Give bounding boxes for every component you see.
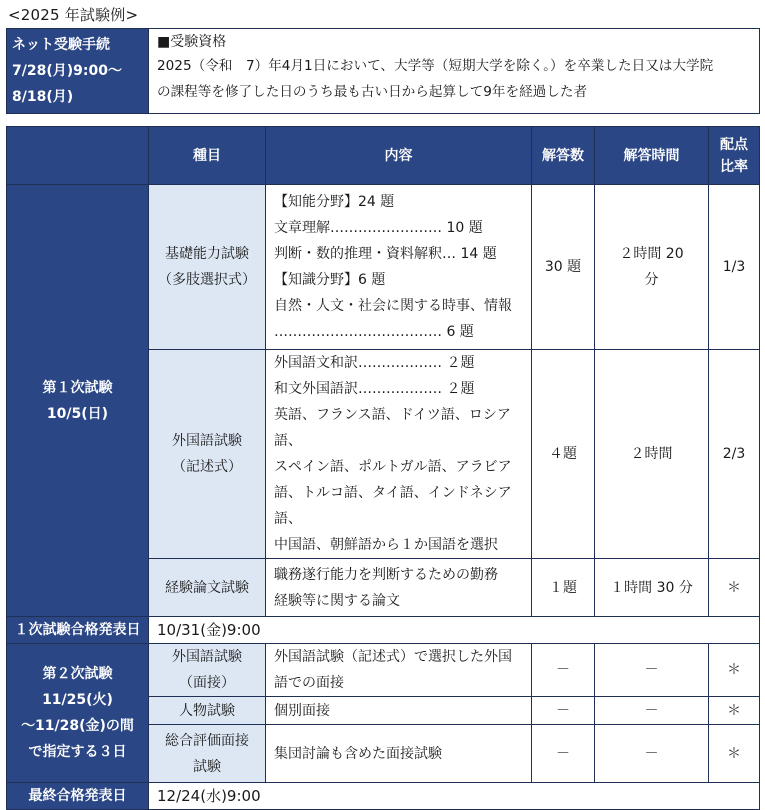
exam-content-comprehensive: 集団討論も含めた面接試験: [266, 725, 532, 783]
application-label: ネット受験手続: [12, 37, 110, 53]
content-line: 【知能分野】24 題: [274, 194, 395, 210]
exam-type-line: （記述式）: [172, 459, 242, 475]
qualification-heading: ■受験資格: [157, 34, 227, 50]
time-line: ２時間 20: [619, 246, 684, 262]
content-line: ……………………………… 6 題: [274, 324, 474, 340]
exam-type-basic: [149, 185, 266, 350]
exam-type-essay: 経験論文試験: [149, 559, 266, 617]
exam-type-foreign-interview: [149, 644, 266, 697]
exam-type-line: 総合評価面接: [165, 732, 249, 749]
content-line: 職務遂行能力を判断するための勤務: [274, 566, 498, 583]
ratio-foreign-written: 2/3: [709, 350, 760, 559]
exam-content-basic: [266, 185, 532, 350]
table-row: [7, 617, 760, 644]
application-period-end: 8/18(月): [12, 89, 74, 105]
time-basic: [595, 185, 709, 350]
qualification-cell: [149, 29, 760, 114]
qualification-text-line1: 2025（令和 7）年4月1日において、大学等（短期大学を除く。）を卒業した日又は大学院: [157, 58, 714, 74]
content-line: 外国語試験（記述式）で選択した外国: [274, 649, 512, 665]
qualification-text-line2: の課程等を修了した日のうち最も古い日から起算して9年を経過した者: [157, 84, 588, 100]
count-foreign-written: ４題: [532, 350, 595, 559]
exam-content-foreign-written: [266, 350, 532, 559]
ratio-basic: 1/3: [709, 185, 760, 350]
header-blank: [7, 127, 149, 185]
exam-type-foreign-written: [149, 350, 266, 559]
exam-content-essay: [266, 559, 532, 617]
content-line: 文章理解…………………… 10 題: [274, 220, 483, 236]
content-line: 中国語、朝鮮語から１か国語を選択: [274, 537, 498, 553]
count-comprehensive: －: [532, 725, 595, 783]
count-foreign-interview: －: [532, 644, 595, 697]
time-personal: －: [595, 697, 709, 725]
table-row: [7, 644, 760, 697]
exam-type-line: 基礎能力試験: [165, 246, 249, 262]
content-line: 【知識分野】6 題: [274, 272, 386, 288]
header-count: 解答数: [532, 127, 595, 185]
exam-content-foreign-interview: [266, 644, 532, 697]
first-exam-cell: [7, 185, 149, 617]
content-line: 自然・人文・社会に関する時事、情報: [274, 298, 512, 314]
final-result-date: 12/24(水)9:00: [149, 783, 760, 810]
application-period-cell: [7, 29, 149, 114]
exam-type-line: 外国語試験: [172, 433, 242, 449]
first-exam-date: 10/5(日): [46, 405, 109, 422]
content-line: 語での面接: [274, 675, 344, 691]
count-essay: １題: [532, 559, 595, 617]
header-ratio-line1: 配点: [720, 136, 748, 153]
second-exam-date-line2: ～11/28(金)の間: [21, 718, 134, 734]
content-line: 和文外国語訳……………… ２題: [274, 381, 475, 397]
application-period-start: 7/28(月)9:00～: [12, 63, 122, 79]
header-time: 解答時間: [595, 127, 709, 185]
exam-content-personal: 個別面接: [266, 697, 532, 725]
application-table: [6, 28, 760, 114]
exam-type-line: 外国語試験: [172, 649, 242, 665]
ratio-foreign-interview: ＊: [709, 644, 760, 697]
first-result-label: １次試験合格発表日: [7, 617, 149, 644]
count-personal: －: [532, 697, 595, 725]
content-line: 外国語文和訳……………… ２題: [274, 355, 475, 371]
time-foreign-interview: －: [595, 644, 709, 697]
header-content: 内容: [266, 127, 532, 185]
exam-type-personal: 人物試験: [149, 697, 266, 725]
ratio-personal: ＊: [709, 697, 760, 725]
exam-type-comprehensive: [149, 725, 266, 783]
second-exam-cell: [7, 644, 149, 783]
count-basic: 30 題: [532, 185, 595, 350]
header-ratio: [709, 127, 760, 185]
exam-type-line: （面接）: [179, 675, 235, 691]
content-line: 判断・数的推理・資料解釈… 14 題: [274, 246, 497, 262]
exam-type-line: 試験: [193, 758, 221, 775]
ratio-essay: ＊: [709, 559, 760, 617]
exam-type-line: （多肢選択式）: [158, 272, 256, 288]
ratio-comprehensive: ＊: [709, 725, 760, 783]
table-header-row: [7, 127, 760, 185]
content-line: 語、トルコ語、タイ語、インドネシア語、: [274, 485, 512, 527]
exam-table: [6, 126, 760, 810]
first-exam-label: 第１次試験: [42, 379, 113, 396]
second-exam-label: 第２次試験: [42, 666, 113, 682]
page-title: <2025 年試験例>: [8, 6, 139, 24]
second-exam-date-line1: 11/25(火): [42, 692, 113, 708]
header-ratio-line2: 比率: [720, 158, 748, 175]
time-foreign-written: ２時間: [595, 350, 709, 559]
first-result-date: 10/31(金)9:00: [149, 617, 760, 644]
time-comprehensive: －: [595, 725, 709, 783]
final-result-label: 最終合格発表日: [7, 783, 149, 810]
time-line: 分: [644, 272, 659, 288]
time-essay: １時間 30 分: [595, 559, 709, 617]
table-row: [7, 783, 760, 810]
content-line: スペイン語、ポルトガル語、アラビア: [274, 459, 512, 475]
table-row: [7, 185, 760, 350]
content-line: 経験等に関する論文: [274, 592, 400, 609]
header-type: 種目: [149, 127, 266, 185]
second-exam-date-line3: で指定する３日: [28, 744, 127, 760]
content-line: 英語、フランス語、ドイツ語、ロシア語、: [274, 407, 511, 449]
